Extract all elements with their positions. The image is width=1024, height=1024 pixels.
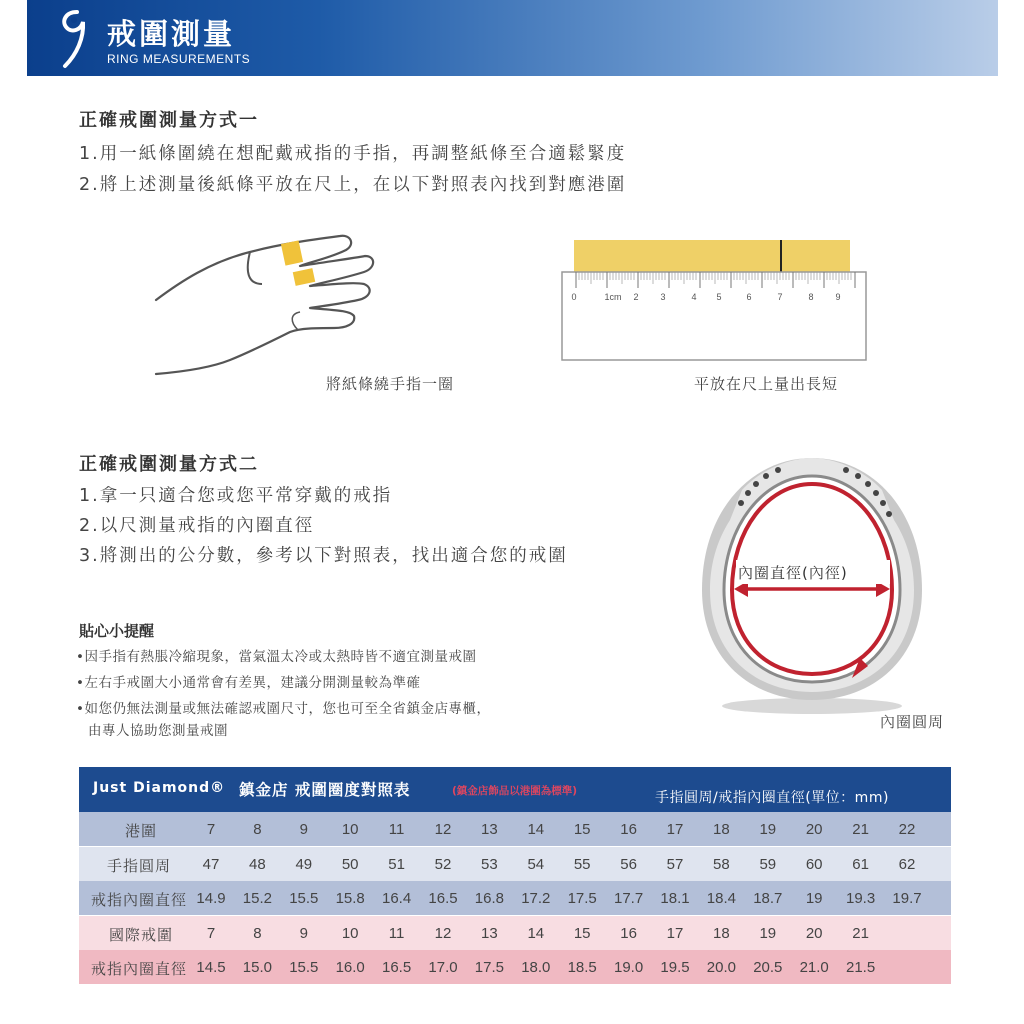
table-cell: 15.2 (242, 890, 272, 908)
table-cell: 50 (341, 855, 359, 873)
table-cell: 17.5 (474, 959, 504, 977)
tip-item: •如您仍無法測量或無法確認戒圍尺寸，您也可至全省鎮金店專櫃， (76, 701, 491, 717)
ruler-tick-label: 4 (691, 292, 697, 302)
table-cell: 16 (620, 924, 637, 942)
table-cell: 56 (620, 855, 637, 873)
table-row-label: 港圍 (125, 822, 158, 840)
table-cell: 9 (299, 924, 308, 942)
table-cell: 10 (341, 924, 359, 942)
table-cell: 19.3 (845, 890, 876, 908)
table-cell: 16 (620, 821, 637, 838)
table-cell: 18.1 (660, 890, 690, 908)
table-unit: 手指圓周/戒指內圈直徑(單位：mm) (655, 790, 889, 806)
table-cell: 19 (759, 821, 777, 838)
table-cell: 20.0 (706, 959, 736, 977)
ruler-tick-label: 6 (746, 292, 752, 302)
table-cell: 12 (434, 924, 452, 942)
table-cell: 48 (249, 855, 266, 873)
tip-item: •因手指有熱脹冷縮現象，當氣溫太冷或太熱時皆不適宜測量戒圍 (76, 649, 477, 665)
ruler-caption: 平放在尺上量出長短 (694, 375, 839, 393)
table-cell: 14.5 (196, 959, 226, 977)
table-title: 鎮金店 戒圍圈度對照表 (239, 781, 411, 799)
table-cell: 17 (666, 924, 684, 942)
table-row (79, 950, 951, 984)
table-cell: 17 (666, 821, 684, 838)
table-cell: 59 (759, 855, 777, 873)
table-cell: 53 (481, 855, 498, 873)
table-cell: 10 (341, 821, 359, 838)
table-cell: 15 (573, 821, 591, 838)
table-cell: 49 (295, 855, 313, 873)
method1-step-1: 1.用一紙條圍繞在想配戴戒指的手指，再調整紙條至合適鬆緊度 (79, 144, 627, 164)
table-cell: 13 (481, 821, 498, 838)
table-cell: 19.0 (613, 959, 644, 977)
size-table-header (79, 767, 951, 812)
table-cell: 18.5 (567, 959, 597, 977)
table-cell: 15.5 (289, 959, 319, 977)
table-cell: 21 (852, 821, 869, 838)
table-row (79, 881, 951, 915)
table-cell: 55 (573, 855, 591, 873)
method1-step-2: 2.將上述測量後紙條平放在尺上，在以下對照表內找到對應港圍 (79, 175, 627, 195)
table-cell: 20 (805, 821, 823, 838)
tip-item: •左右手戒圍大小通常會有差異，建議分開測量較為準確 (76, 675, 421, 691)
hand-caption: 將紙條繞手指一圈 (326, 375, 455, 393)
table-cell: 16.5 (381, 959, 412, 977)
table-cell: 17.2 (521, 890, 551, 908)
table-cell: 11 (388, 821, 405, 838)
table-cell: 15.8 (335, 890, 365, 908)
table-cell: 14 (527, 821, 545, 838)
table-cell: 17.0 (428, 959, 458, 977)
table-cell: 13 (481, 924, 498, 942)
ruler-tick-label: 3 (660, 292, 666, 302)
ruler-illustration (560, 238, 870, 362)
page-subtitle: RING MEASUREMENTS (107, 52, 251, 66)
method2-step-3: 3.將測出的公分數，參考以下對照表，找出適合您的戒圍 (79, 546, 568, 566)
table-cell: 16.0 (335, 959, 365, 977)
table-cell: 51 (388, 855, 405, 873)
table-cell: 57 (666, 855, 684, 873)
table-cell: 15.5 (289, 890, 319, 908)
brand-logo-icon (55, 8, 95, 70)
tips-title: 貼心小提醒 (79, 622, 155, 640)
table-cell: 54 (527, 855, 545, 873)
ring-illustration (682, 450, 942, 720)
table-cell: 15 (573, 924, 591, 942)
table-cell: 8 (253, 924, 262, 942)
ruler-tick-label: 7 (777, 292, 783, 302)
table-cell: 47 (202, 855, 220, 873)
table-cell: 20.5 (753, 959, 783, 977)
ring-diameter-label: 內圈直徑(內徑) (738, 564, 848, 582)
table-row-label: 戒指內圈直徑 (91, 891, 188, 910)
ruler-tick-label: 2 (633, 292, 639, 302)
table-cell: 19 (805, 890, 823, 908)
tip-item: 由專人協助您測量戒圍 (88, 723, 228, 739)
table-cell: 18.4 (706, 890, 736, 908)
ruler-tick-label: 0 (571, 292, 577, 302)
ruler-tick-label: 8 (808, 292, 814, 302)
table-cell: 11 (388, 924, 405, 942)
table-cell: 17.5 (567, 890, 597, 908)
table-cell: 7 (206, 924, 216, 942)
hand-illustration (150, 222, 390, 392)
ruler-tick-label: 1cm (604, 292, 622, 302)
method2-title: 正確戒圍測量方式二 (79, 454, 259, 475)
method1-title: 正確戒圍測量方式一 (79, 110, 259, 131)
table-cell: 18 (713, 924, 730, 942)
ruler-tick-label: 5 (716, 292, 722, 302)
method2-step-2: 2.以尺測量戒指的內圈直徑 (79, 516, 315, 536)
table-cell: 58 (713, 855, 730, 873)
table-cell: 18.7 (753, 890, 783, 908)
table-cell: 20 (805, 924, 823, 942)
table-row-label: 國際戒圍 (109, 925, 174, 944)
table-cell: 62 (898, 855, 916, 873)
table-cell: 7 (206, 821, 216, 838)
table-cell: 19 (759, 924, 777, 942)
ruler-tick-label: 9 (835, 292, 841, 302)
table-cell: 21.5 (845, 959, 876, 977)
table-cell: 21 (852, 924, 869, 942)
method2-step-1: 1.拿一只適合您或您平常穿戴的戒指 (79, 486, 393, 506)
table-row (79, 847, 951, 881)
table-cell: 16.5 (428, 890, 458, 908)
table-cell: 8 (253, 821, 262, 838)
table-cell: 22 (898, 821, 916, 838)
table-note: (鎮金店飾品以港圍為標準) (452, 785, 578, 797)
table-cell: 18.0 (521, 959, 551, 977)
table-cell: 15.0 (242, 959, 272, 977)
table-row (79, 916, 951, 950)
ring-circumference-label: 內圈圓周 (880, 713, 945, 731)
table-cell: 19.7 (892, 890, 922, 908)
table-cell: 19.5 (660, 959, 690, 977)
header-banner (27, 0, 998, 76)
table-cell: 14 (527, 924, 545, 942)
table-row-label: 手指圓周 (107, 856, 172, 875)
table-cell: 60 (805, 855, 823, 873)
table-cell: 16.4 (381, 890, 412, 908)
table-cell: 14.9 (196, 890, 226, 908)
page-title: 戒圍測量 (107, 17, 236, 51)
table-row (79, 812, 951, 846)
table-cell: 52 (434, 855, 452, 873)
table-cell: 61 (852, 855, 869, 873)
table-row-label: 戒指內圈直徑 (91, 960, 188, 979)
table-cell: 21.0 (799, 959, 829, 977)
table-cell: 16.8 (474, 890, 504, 908)
table-cell: 17.7 (613, 890, 644, 908)
table-cell: 18 (713, 821, 730, 838)
table-cell: 12 (434, 821, 452, 838)
table-brand: Just Diamond® (93, 780, 226, 796)
table-cell: 9 (299, 821, 308, 838)
